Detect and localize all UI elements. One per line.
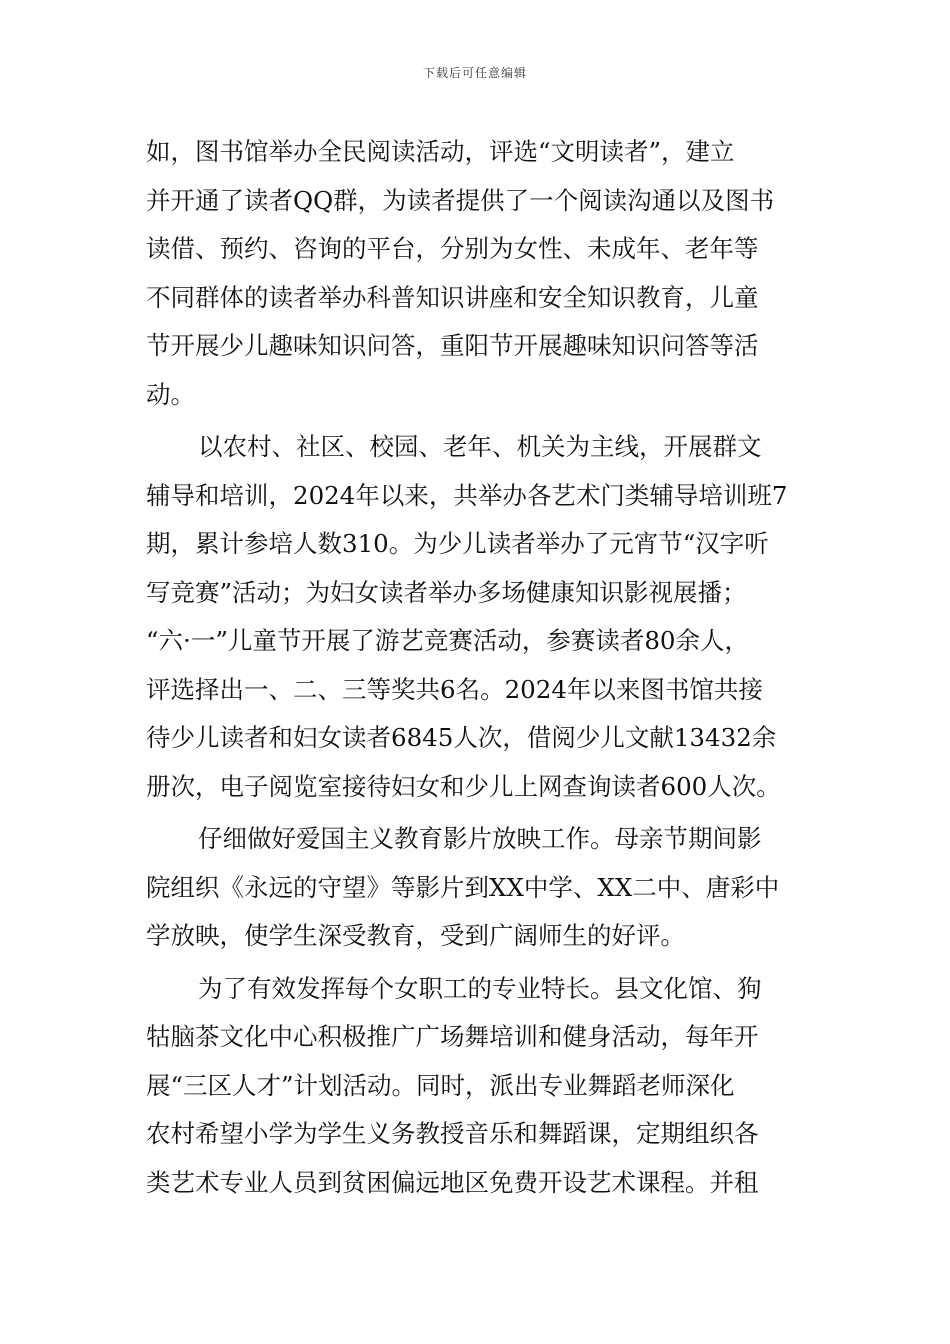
text-line: 并开通了读者QQ群，为读者提供了一个阅读沟通以及图书 (146, 185, 775, 215)
text-line: 待少儿读者和妇女读者6845人次，借阅少儿文献13432余 (146, 723, 777, 752)
text-line: 仔细做好爱国主义教育影片放映工作。母亲节期间影 (198, 824, 762, 853)
text-line: 以农村、社区、校园、老年、机关为主线，开展群文 (198, 432, 762, 461)
text-line: 展“三区人才”计划活动。同时，派出专业舞蹈老师深化 (146, 1070, 735, 1100)
text-line: 类艺术专业人员到贫困偏远地区免费开设艺术课程。并租 (146, 1167, 759, 1197)
text-line: 评选择出一、二、三等奖共6名。2024年以来图书馆共接 (146, 674, 763, 704)
text-line: 如，图书馆举办全民阅读活动，评选“文明读者”，建立 (146, 137, 735, 166)
paragraph (146, 128, 816, 419)
text-line: 牯脑茶文化中心积极推广广场舞培训和健身活动，每年开 (146, 1022, 759, 1051)
text-line: 院组织《永远的守望》等影片到XX中学、XX二中、唐彩中 (146, 872, 780, 902)
text-line: 节开展少儿趣味知识问答，重阳节开展趣味知识问答等活 (146, 331, 759, 360)
text-line: 农村希望小学为学生义务教授音乐和舞蹈课，定期组织各 (146, 1119, 759, 1148)
text-line: 期，累计参培人数310。为少儿读者举办了元宵节“汉字听 (146, 529, 769, 558)
text-line: 读借、预约、咨询的平台，分别为女性、未成年、老年等 (146, 234, 759, 263)
text-line: 写竞赛”活动；为妇女读者举办多场健康知识影视展播； (146, 577, 747, 607)
text-line: “六·一”儿童节开展了游艺竞赛活动，参赛读者80余人， (146, 626, 750, 655)
text-line: 辅导和培训，2024年以来，共举办各艺术门类辅导培训班7 (146, 480, 788, 510)
paragraph (146, 423, 816, 811)
paragraph (146, 815, 816, 961)
text-line: 为了有效发挥每个女职工的专业特长。县文化馆、狗 (198, 973, 762, 1003)
document-body (146, 128, 816, 1207)
paragraph (146, 965, 816, 1208)
text-line: 册次，电子阅览室接待妇女和少儿上网查询读者600人次。 (146, 771, 781, 801)
page-header: 下载后可任意编辑 (422, 66, 527, 80)
text-line: 不同群体的读者举办科普知识讲座和安全知识教育，儿童 (146, 282, 759, 312)
text-line: 学放映，使学生深受教育，受到广阔师生的好评。 (146, 921, 685, 950)
text-line: 动。 (146, 379, 195, 409)
